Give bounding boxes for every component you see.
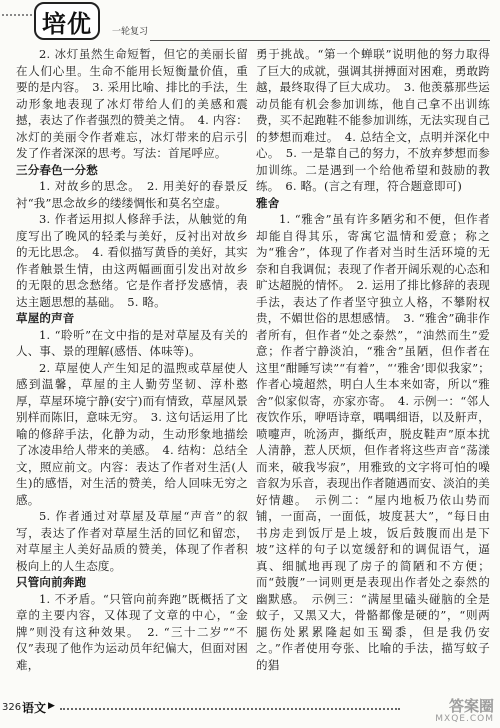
subject-label: 语文 bbox=[22, 701, 47, 715]
answer-paragraph: 1. “雅舍”虽有许多陋劣和不便，但作者却能自得其乐，寄寓它温情和爱意；称之为“雅舍”，体现了作者对当时生活环境的无奈和自我调侃；表现了作者开阔乐观的心态和旷达超脱的情怀。 2. 运用了排比修辞的表现手法，表达了作者坚守独立人格，不攀附权贵，不媚世俗的思想感情。 3. “雅舍”确非作者所有，但作者“处之泰然”，“油然而生”爱意；作者宁静淡泊，“雅舍”虽陋，但作者在这里“酣睡写读”“有着”，“‘雅舍’即似我家”；作者心境超然，明白人生本来如寄，所以“雅舍”似家似寄，亦家亦寄。 4. 示例一：“邻人夜饮作乐，咿唔诗章，喁喁细语，以及鼾声，喷嚏声，吮汤声，撕纸声，脱皮鞋声”原本扰人清静，惹人厌烦，但作者将这些声音“荡漾而来，破我岑寂”，用雅致的文字将可怕的噪音叙为乐音，表现出作者随遇而安、淡泊的美好情趣。 示例二：“屋内地板乃依山势而铺，一面高，一面低，坡度甚大”，“每日由书房走到饭厅是上坡，饭后鼓腹而出是下坡”这样的句子以宽缓舒和的调侃语气，逼真、细腻地再现了房子的简陋和不方便；而“鼓腹”一词则更是表现出作者处之泰然的幽默感。 示例三：“满屋里磕头碰脑的全是蚊子，又黑又大，骨骼都像是硬的”，“则两腿伤处累累隆起如玉蜀黍，但是我仍安之。”作者使用夸张、比喻的手法，描写蚊子的猖 bbox=[256, 212, 490, 672]
section-heading: 草屋的声音 bbox=[16, 311, 75, 325]
section-heading: 三分春色一分愁 bbox=[16, 162, 98, 177]
answer-paragraph: 3. 作者运用拟人修辞手法，从触觉的角度写出了晚风的轻柔与美好，反衬出对故乡的无比思念。 4. 看似描写黄昏的美好，其实作者触景生情，由这两幅画面引发出对故乡的无限的思念愁绪。它是作者抒发感情，表达主题思想的基础。 5. 略。 bbox=[16, 212, 248, 309]
answer-paragraph-continued: 勇于挑战。“第一个蝉联”说明他的努力取得了巨大的成就，强调其拼搏面对困难，勇敢跨越，最终取得了巨大成功。 3. 他羡慕那些运动员能有机会参加训练，他自己拿不出训练费，买不起跑鞋不能参加训练，无法实现自己的梦想而难过。 4. 总结全文，点明并深化中心。 5. 一是靠自己的努力，不放弃梦想而参加训练。二是遇到一个给他希望和鼓励的教练。 6. 略。(言之有理，符合题意即可) bbox=[256, 47, 490, 193]
answer-paragraph: 2. 冰灯虽然生命短暂，但它的美丽长留在人们心里。生命不能用长短衡量价值，重要的是内容。 3. 采用比喻、排比的手法，生动形象地表现了冰灯带给人们的美感和震撼，表达了作者强烈的赞美之情。 4. 内容：冰灯的美丽令作者难忘，冰灯带来的启示引发了作者深深的思考。写法：首尾呼应。 bbox=[16, 47, 248, 160]
answer-paragraph: 2. 草屋使人产生知足的温煦或草屋使人感到温馨，草屋的主人勤劳坚韧、淳朴憨厚，草屋环境宁静(安宁)而有情致，草屋风景别样而陈旧，意味无穷。 3. 这句话运用了比喻的修辞手法，化静为动，生动形象地描绘了冰凌串给人带来的美感。 4. 结构：总结全文，照应前文。内容：表达了作者对生活(人生)的感悟，对生活的赞美，给人回味无穷之感。 bbox=[16, 360, 248, 507]
answer-paragraph: 1. 对故乡的思念。 2. 用美好的春景反衬“我”思念故乡的缕缕惆怅和莫名空虚。 bbox=[16, 179, 248, 210]
header-divider bbox=[150, 40, 490, 41]
brand-logo bbox=[34, 2, 100, 40]
watermark-url: MXQE.COM bbox=[435, 714, 494, 724]
page-footer bbox=[0, 696, 420, 722]
answer-paragraph: 5. 作者通过对草屋及草屋“声音”的叙写，表达了作者对草屋生活的回忆和留恋，对草屋主人美好品质的赞美，体现了作者积极向上的人生态度。 bbox=[16, 509, 248, 573]
section-heading: 雅舍 bbox=[256, 195, 280, 210]
watermark bbox=[402, 698, 494, 726]
arrow-right-icon: ▶ bbox=[48, 701, 55, 711]
logo-text: 培优 bbox=[42, 9, 92, 38]
watermark-text: 答案圈 bbox=[448, 697, 494, 715]
page-header bbox=[0, 0, 500, 44]
left-column bbox=[16, 46, 248, 694]
header-decoration bbox=[2, 14, 32, 18]
logo-subtitle: 一轮复习 bbox=[112, 27, 149, 37]
answer-paragraph: 1. 不矛盾。“只管向前奔跑”既概括了文章的主要内容，又体现了文章的中心，“金牌”则没有这种效果。 2. “三十二岁”“不仅”表现了他作为运动员年纪偏大，但面对困难， bbox=[16, 591, 248, 672]
page-number: 326 bbox=[2, 702, 22, 713]
footer-dotted-line bbox=[60, 708, 400, 710]
section-heading: 只管向前奔跑 bbox=[16, 575, 87, 589]
right-column bbox=[256, 46, 490, 710]
answer-paragraph: 1. “聆听”在文中指的是对草屋及有关的人、事、景的理解(感悟、体味等)。 bbox=[16, 327, 248, 358]
